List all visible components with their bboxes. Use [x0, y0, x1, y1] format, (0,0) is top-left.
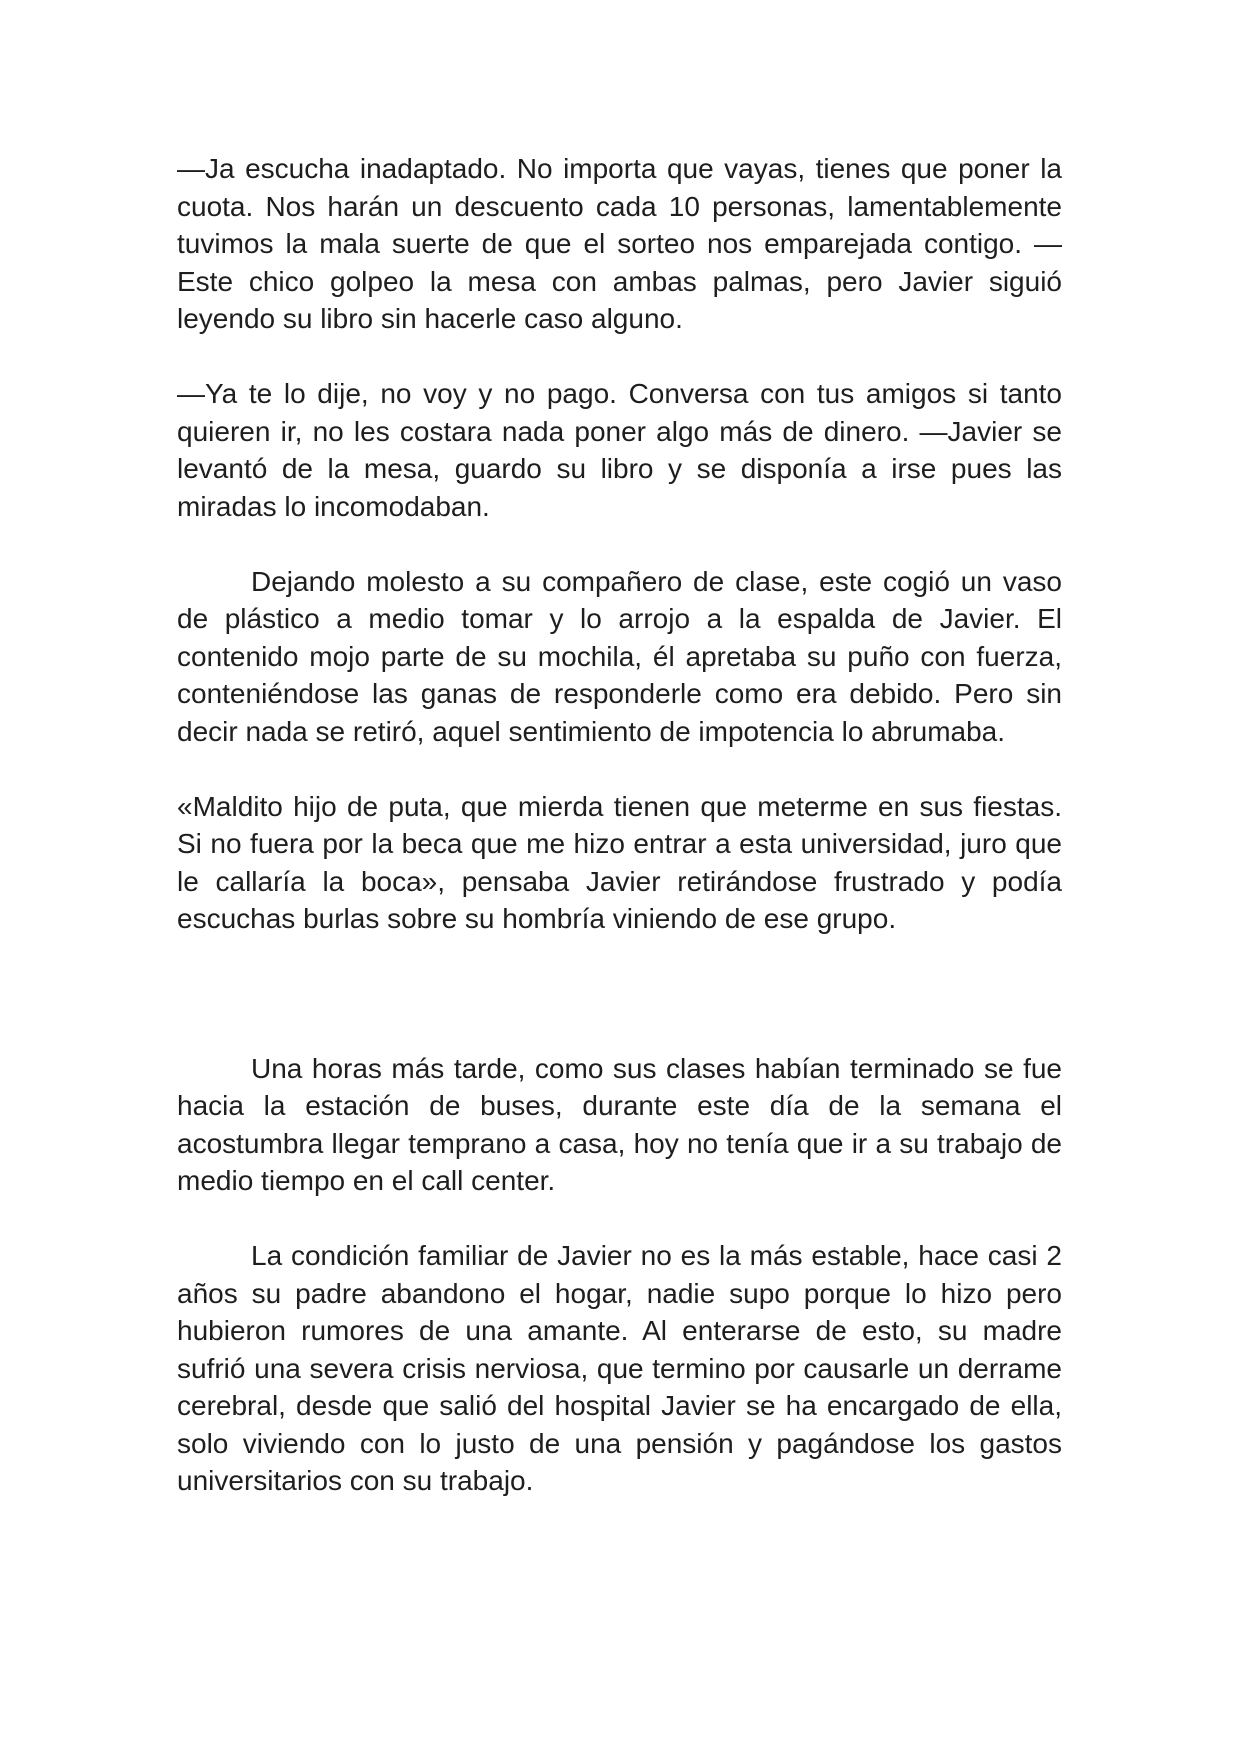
paragraph-6: La condición familiar de Javier no es la más estable, hace casi 2 años su padre abandono el hogar, nadie supo porque lo hizo pero hubieron rumores de una amante. Al enterarse de esto, su madre sufrió una severa crisis nerviosa, que termino por causarle un derrame cerebral, desde que salió del hospital Javier se ha encargado de ella, solo viviendo con lo justo de una pensión y pagándose los gastos universitarios con su trabajo.	[177, 1240, 1062, 1496]
paragraph-4: «Maldito hijo de puta, que mierda tienen que meterme en sus fiestas. Si no fuera por la beca que me hizo entrar a esta universidad, juro que le callaría la boca», pensaba Javier retirándose frustrado y podía escuchas burlas sobre su hombría viniendo de ese grupo.	[177, 790, 1062, 934]
paragraph-1: —Ja escucha inadaptado. No importa que vayas, tienes que poner la cuota. Nos harán un descuento cada 10 personas, lamentablemente tuvimos la mala suerte de que el sorteo nos emparejada contigo. —Este chico golpeo la mesa con ambas palmas, pero Javier siguió leyendo su libro sin hacerle caso alguno.	[177, 153, 1062, 334]
document-page	[177, 150, 1062, 1537]
paragraph-2: —Ya te lo dije, no voy y no pago. Conversa con tus amigos si tanto quieren ir, no les costara nada poner algo más de dinero. —Javier se levantó de la mesa, guardo su libro y se disponía a irse pues las miradas lo incomodaban.	[177, 378, 1062, 522]
paragraph-5: Una horas más tarde, como sus clases habían terminado se fue hacia la estación de buses, durante este día de la semana el acostumbra llegar temprano a casa, hoy no tenía que ir a su trabajo de medio tiempo en el call center.	[177, 1052, 1062, 1196]
paragraph-3: Dejando molesto a su compañero de clase, este cogió un vaso de plástico a medio tomar y lo arrojo a la espalda de Javier. El contenido mojo parte de su mochila, él apretaba su puño con fuerza, conteniéndose las ganas de responderle como era debido. Pero sin decir nada se retiró, aquel sentimiento de impotencia lo abrumaba.	[177, 565, 1062, 747]
